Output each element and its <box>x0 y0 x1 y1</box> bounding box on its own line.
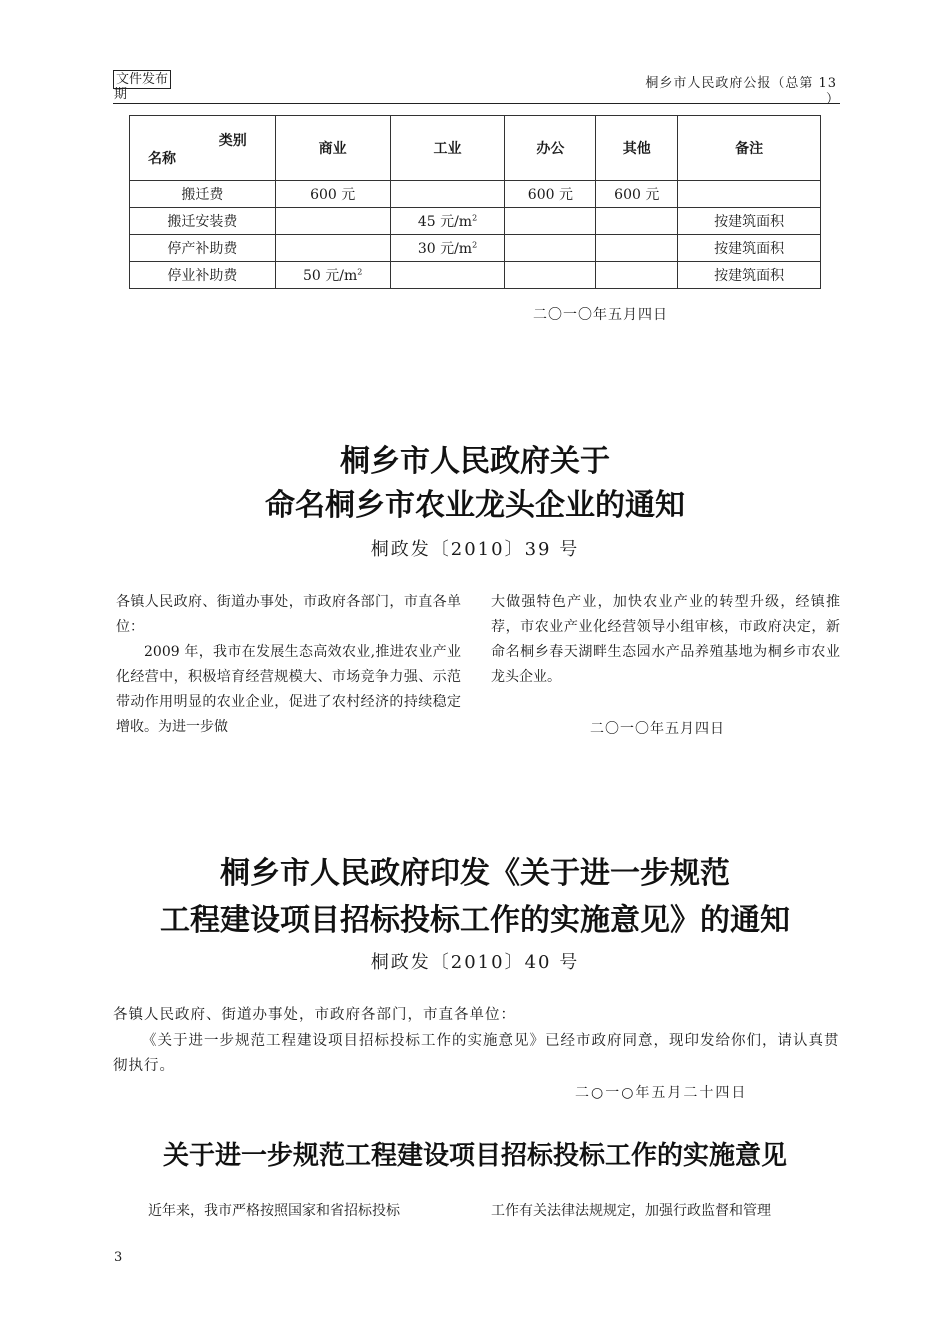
column-header: 工业 <box>390 116 505 181</box>
table-cell <box>505 208 596 235</box>
column-header: 备注 <box>678 116 821 181</box>
notice2-body: 《关于进一步规范工程建设项目招标投标工作的实施意见》已经市政府同意，现印发给你们，请认真贯彻执行。 <box>113 1033 840 1074</box>
page-number: 3 <box>114 1250 123 1265</box>
table-cell <box>390 181 505 208</box>
table-cell <box>390 208 505 235</box>
table-cell <box>505 262 596 289</box>
cell-value: 45 元/m <box>417 214 473 230</box>
header-rule <box>113 103 840 104</box>
table-cell <box>596 208 678 235</box>
gazette-title: 桐乡市人民政府公报（总第 13 <box>645 76 837 91</box>
fee-table <box>129 115 821 289</box>
table-cell: 600 元 <box>275 181 390 208</box>
corner-header-cell <box>130 116 276 181</box>
table-cell: 按建筑面积 <box>678 262 821 289</box>
gazette-title-continued: ） <box>826 92 840 107</box>
notice1-body-left: 2009 年，我市在发展生态高效农业,推进农业产业化经营中，积极培育经营规模大、市场竞争力强、示范带动作用明显的农业企业，促进了农村经济的持续稳定增收。为进一步做 <box>116 644 461 735</box>
notice1-body-right: 大做强特色产业，加快农业产业的转型升级，经镇推荐，市农业产业化经营领导小组审核，市政府决定，新命名桐乡春天湖畔生态园水产品养殖基地为桐乡市农业龙头企业。 <box>491 594 840 685</box>
table-cell: 600 元 <box>505 181 596 208</box>
section-label: 文件发布 <box>113 70 171 89</box>
corner-category-label: 类别 <box>218 133 247 149</box>
row-name: 搬迁安装费 <box>130 208 276 235</box>
notice1-date: 二〇一〇年五月四日 <box>590 721 725 737</box>
section-label-continued: 期 <box>114 87 128 102</box>
notice1-left-column <box>116 590 461 740</box>
notice2-title-line2: 工程建设项目招标投标工作的实施意见》的通知 <box>160 903 790 938</box>
table-cell <box>275 262 390 289</box>
notice2-date: 二○一○年五月二十四日 <box>575 1085 748 1101</box>
row-name: 停业补助费 <box>130 262 276 289</box>
opinion-left-text: 近年来，我市严格按照国家和省招标投标 <box>148 1203 400 1219</box>
notice2-doc-number: 桐政发〔2010〕40 号 <box>370 952 580 973</box>
column-header: 其他 <box>596 116 678 181</box>
row-name: 停产补助费 <box>130 235 276 262</box>
table-cell <box>505 235 596 262</box>
table-cell <box>596 235 678 262</box>
table-header-row <box>130 116 821 181</box>
unit-superscript: 2 <box>472 213 478 223</box>
notice1-doc-number: 桐政发〔2010〕39 号 <box>370 539 580 560</box>
column-header: 办公 <box>505 116 596 181</box>
table-date: 二〇一〇年五月四日 <box>533 307 668 323</box>
table-cell <box>275 235 390 262</box>
corner-name-label: 名称 <box>148 151 176 167</box>
table-cell <box>275 208 390 235</box>
table-cell: 按建筑面积 <box>678 208 821 235</box>
opinion-right-text: 工作有关法律法规规定，加强行政监督和管理 <box>491 1203 771 1219</box>
table-row <box>130 235 821 262</box>
table-row <box>130 208 821 235</box>
table-cell <box>390 235 505 262</box>
opinion-title: 关于进一步规范工程建设项目招标投标工作的实施意见 <box>162 1141 787 1171</box>
table-cell: 按建筑面积 <box>678 235 821 262</box>
table-row <box>130 262 821 289</box>
table-row <box>130 181 821 208</box>
notice1-title-line1: 桐乡市人民政府关于 <box>340 444 610 479</box>
cell-value: 30 元/m <box>417 241 473 257</box>
table-cell <box>596 262 678 289</box>
notice1-addressee: 各镇人民政府、街道办事处，市政府各部门，市直各单位： <box>116 594 461 635</box>
cell-value: 50 元/m <box>302 268 358 284</box>
table-cell <box>678 181 821 208</box>
table-cell: 600 元 <box>596 181 678 208</box>
notice2-addressee: 各镇人民政府、街道办事处，市政府各部门，市直各单位： <box>113 1007 516 1023</box>
notice1-right-column <box>491 590 840 690</box>
table-cell <box>390 262 505 289</box>
notice2-title-line1: 桐乡市人民政府印发《关于进一步规范 <box>220 856 730 891</box>
notice1-title-line2: 命名桐乡市农业龙头企业的通知 <box>265 488 685 523</box>
row-name: 搬迁费 <box>130 181 276 208</box>
unit-superscript: 2 <box>357 267 363 277</box>
unit-superscript: 2 <box>472 240 478 250</box>
column-header: 商业 <box>275 116 390 181</box>
